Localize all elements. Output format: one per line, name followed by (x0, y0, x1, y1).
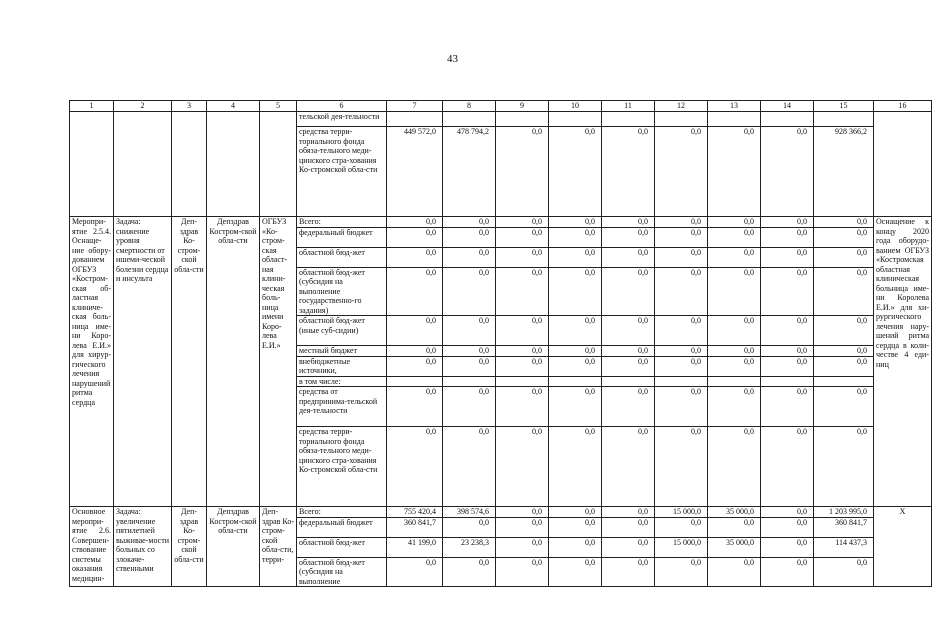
value-cell (602, 112, 655, 127)
column-header-5: 5 (260, 101, 297, 112)
column-header-8: 8 (443, 101, 496, 112)
page-number: 43 (447, 53, 458, 65)
value-cell: 0,0 (549, 427, 602, 507)
value-cell: 0,0 (602, 387, 655, 427)
value-cell: 0,0 (387, 267, 443, 316)
value-cell: 0,0 (602, 247, 655, 267)
value-cell: 0,0 (443, 247, 496, 267)
empty-cell-col2 (114, 112, 172, 217)
funding-source-label: средства терри-ториального фонда обяза-тельного меди-цинского стра-хования Ко-стромской обла-сти (297, 427, 387, 507)
table-row (70, 217, 932, 228)
value-cell: 0,0 (443, 346, 496, 357)
value-cell: 0,0 (549, 507, 602, 518)
value-cell: 928 366,2 (814, 127, 874, 217)
table-row (70, 507, 932, 518)
value-cell: 0,0 (814, 227, 874, 247)
value-cell: 0,0 (549, 356, 602, 376)
participant: ОГБУЗ «Ко-стром-ская област-ная клини-ческая боль-ница имени Коро-лева Е.И.» (260, 217, 297, 507)
coordinator: Деп-здрав Ко-стром-ской обла-сти (172, 217, 207, 507)
value-cell: 0,0 (443, 427, 496, 507)
value-cell: 0,0 (655, 517, 708, 537)
empty-cell-col1 (70, 112, 114, 217)
value-cell: 0,0 (387, 557, 443, 587)
value-cell: 0,0 (761, 507, 814, 518)
value-cell: 0,0 (443, 316, 496, 346)
funding-source-label: Всего: (297, 507, 387, 518)
value-cell: 0,0 (655, 217, 708, 228)
expected-result: Оснащение к концу 2020 года оборудо-ванием ОГБУЗ «Костромская областная клиническая больница име-ни Королева Е.И.» для хи-рургического лечения нару-шений ритма сердца в коли-честве 4 еди-ниц (874, 217, 932, 507)
funding-source-label: в том числе: (297, 376, 387, 387)
column-header-10: 10 (549, 101, 602, 112)
value-cell: 0,0 (496, 267, 549, 316)
value-cell: 0,0 (496, 356, 549, 376)
funding-source-label: федеральный бюджет (297, 227, 387, 247)
value-cell: 0,0 (602, 427, 655, 507)
value-cell: 0,0 (387, 227, 443, 247)
value-cell: 0,0 (443, 227, 496, 247)
value-cell: 114 437,3 (814, 537, 874, 557)
value-cell: 0,0 (708, 387, 761, 427)
value-cell (655, 112, 708, 127)
value-cell: 0,0 (496, 557, 549, 587)
value-cell: 0,0 (655, 387, 708, 427)
value-cell: 0,0 (708, 227, 761, 247)
value-cell: 360 841,7 (814, 517, 874, 537)
value-cell: 0,0 (814, 557, 874, 587)
value-cell: 0,0 (496, 227, 549, 247)
value-cell: 0,0 (602, 507, 655, 518)
value-cell: 0,0 (549, 247, 602, 267)
value-cell: 0,0 (549, 557, 602, 587)
value-cell: 0,0 (814, 346, 874, 357)
value-cell: 0,0 (708, 247, 761, 267)
value-cell: 0,0 (549, 346, 602, 357)
value-cell: 0,0 (496, 387, 549, 427)
value-cell: 0,0 (496, 217, 549, 228)
value-cell: 478 794,2 (443, 127, 496, 217)
column-header-2: 2 (114, 101, 172, 112)
value-cell: 0,0 (496, 427, 549, 507)
value-cell (655, 376, 708, 387)
value-cell: 0,0 (602, 517, 655, 537)
table-row (70, 101, 932, 112)
value-cell: 0,0 (602, 356, 655, 376)
funding-source-label: средства от предпринима-тельской дея-тельности (297, 387, 387, 427)
value-cell: 0,0 (708, 557, 761, 587)
value-cell: 23 238,3 (443, 537, 496, 557)
value-cell: 0,0 (549, 267, 602, 316)
column-header-15: 15 (814, 101, 874, 112)
value-cell: 0,0 (761, 267, 814, 316)
column-header-1: 1 (70, 101, 114, 112)
empty-cell-col16 (874, 112, 932, 217)
value-cell: 0,0 (761, 557, 814, 587)
value-cell: 0,0 (602, 557, 655, 587)
value-cell: 0,0 (814, 267, 874, 316)
value-cell: 0,0 (496, 507, 549, 518)
column-header-16: 16 (874, 101, 932, 112)
value-cell: 15 000,0 (655, 537, 708, 557)
task-description: Задача: увеличение пятилетней выживае-мости больных со злокаче-ственными (114, 507, 172, 587)
value-cell (496, 376, 549, 387)
value-cell (443, 376, 496, 387)
empty-cell-col3 (172, 112, 207, 217)
activity-name: Меропри-ятие 2.5.4. Оснаще-ние обору-дованием ОГБУЗ «Костром-ская об-ластная клиниче-ская боль-ница име-ни Коро-лева Е.И.» для хирур-гического лечения нарушений ритма сердца (70, 217, 114, 507)
value-cell: 15 000,0 (655, 507, 708, 518)
value-cell (443, 112, 496, 127)
value-cell: 0,0 (387, 346, 443, 357)
column-header-12: 12 (655, 101, 708, 112)
value-cell: 0,0 (655, 247, 708, 267)
responsible-executor: Депздрав Костром-ской обла-сти (207, 217, 260, 507)
value-cell: 398 574,6 (443, 507, 496, 518)
value-cell: 0,0 (602, 127, 655, 217)
value-cell: 0,0 (655, 127, 708, 217)
value-cell: 0,0 (549, 316, 602, 346)
value-cell (708, 376, 761, 387)
funding-source-label: средства терри-ториального фонда обяза-тельного меди-цинского стра-хования Ко-стромской обла-сти (297, 127, 387, 217)
value-cell: 0,0 (496, 127, 549, 217)
value-cell (549, 376, 602, 387)
funding-source-label: федеральный бюджет (297, 517, 387, 537)
value-cell: 0,0 (708, 427, 761, 507)
value-cell: 0,0 (761, 356, 814, 376)
value-cell: 0,0 (655, 346, 708, 357)
value-cell: 0,0 (387, 387, 443, 427)
funding-source-label: областной бюд-жет (субсидия на выполнение (297, 557, 387, 587)
value-cell: 0,0 (708, 267, 761, 316)
value-cell: 0,0 (387, 427, 443, 507)
value-cell: 0,0 (761, 537, 814, 557)
value-cell: 1 203 995,0 (814, 507, 874, 518)
task-description: Задача: снижение уровня смертности от ишеми-ческой болезни сердца и инсульта (114, 217, 172, 507)
value-cell: 0,0 (655, 427, 708, 507)
value-cell: 0,0 (761, 247, 814, 267)
value-cell: 0,0 (549, 387, 602, 427)
value-cell: 0,0 (443, 267, 496, 316)
value-cell: 0,0 (496, 346, 549, 357)
responsible-executor: Депздрав Костром-ской обла-сти (207, 507, 260, 587)
expected-result: Х (874, 507, 932, 587)
value-cell: 0,0 (708, 316, 761, 346)
value-cell (387, 112, 443, 127)
funding-source-label: Всего: (297, 217, 387, 228)
value-cell: 0,0 (549, 127, 602, 217)
activity-name: Основное меропри-ятие 2.6. Совершен-ствование системы оказания медицин- (70, 507, 114, 587)
value-cell: 0,0 (387, 217, 443, 228)
value-cell: 0,0 (443, 557, 496, 587)
value-cell: 0,0 (496, 537, 549, 557)
funding-source-label: внебюджетные источники, (297, 356, 387, 376)
participant: Деп-здрав Ко-стром-ской обла-сти, терри- (260, 507, 297, 587)
value-cell: 0,0 (761, 316, 814, 346)
value-cell: 0,0 (761, 217, 814, 228)
value-cell: 755 420,4 (387, 507, 443, 518)
value-cell: 0,0 (814, 217, 874, 228)
column-header-4: 4 (207, 101, 260, 112)
value-cell: 0,0 (761, 127, 814, 217)
value-cell: 0,0 (761, 346, 814, 357)
value-cell (761, 112, 814, 127)
value-cell: 0,0 (387, 316, 443, 346)
value-cell (602, 376, 655, 387)
value-cell: 0,0 (708, 127, 761, 217)
coordinator: Деп-здрав Ко-стром-ской обла-сти (172, 507, 207, 587)
funding-source-label: местный бюджет (297, 346, 387, 357)
value-cell: 0,0 (443, 217, 496, 228)
value-cell: 35 000,0 (708, 507, 761, 518)
value-cell: 41 199,0 (387, 537, 443, 557)
value-cell: 0,0 (602, 346, 655, 357)
empty-cell-col5 (260, 112, 297, 217)
value-cell: 0,0 (387, 247, 443, 267)
value-cell: 35 000,0 (708, 537, 761, 557)
value-cell: 0,0 (708, 346, 761, 357)
funding-source-label: тельской дея-тельности (297, 112, 387, 127)
value-cell: 0,0 (496, 247, 549, 267)
value-cell: 0,0 (602, 316, 655, 346)
value-cell (761, 376, 814, 387)
value-cell (708, 112, 761, 127)
column-header-3: 3 (172, 101, 207, 112)
value-cell: 0,0 (549, 217, 602, 228)
value-cell: 0,0 (443, 387, 496, 427)
value-cell: 449 572,0 (387, 127, 443, 217)
column-header-9: 9 (496, 101, 549, 112)
value-cell: 0,0 (387, 356, 443, 376)
value-cell: 0,0 (814, 356, 874, 376)
value-cell (549, 112, 602, 127)
value-cell (814, 376, 874, 387)
value-cell: 0,0 (761, 227, 814, 247)
funding-source-label: областной бюд-жет (иные суб-сидии) (297, 316, 387, 346)
empty-cell-col4 (207, 112, 260, 217)
value-cell: 0,0 (814, 316, 874, 346)
column-header-7: 7 (387, 101, 443, 112)
value-cell: 0,0 (655, 267, 708, 316)
value-cell: 0,0 (761, 387, 814, 427)
value-cell (496, 112, 549, 127)
value-cell: 0,0 (655, 356, 708, 376)
value-cell: 0,0 (708, 517, 761, 537)
funding-source-label: областной бюд-жет (297, 247, 387, 267)
column-header-11: 11 (602, 101, 655, 112)
value-cell: 0,0 (814, 387, 874, 427)
value-cell (814, 112, 874, 127)
column-header-14: 14 (761, 101, 814, 112)
value-cell: 360 841,7 (387, 517, 443, 537)
value-cell: 0,0 (655, 316, 708, 346)
column-header-13: 13 (708, 101, 761, 112)
column-header-6: 6 (297, 101, 387, 112)
value-cell: 0,0 (549, 537, 602, 557)
value-cell: 0,0 (443, 517, 496, 537)
value-cell: 0,0 (814, 247, 874, 267)
value-cell: 0,0 (496, 316, 549, 346)
value-cell: 0,0 (814, 427, 874, 507)
value-cell: 0,0 (655, 227, 708, 247)
value-cell: 0,0 (549, 227, 602, 247)
value-cell: 0,0 (761, 427, 814, 507)
value-cell: 0,0 (602, 537, 655, 557)
funding-source-label: областной бюд-жет (субсидия на выполнение государственно-го задания) (297, 267, 387, 316)
value-cell: 0,0 (602, 217, 655, 228)
funding-source-label: областной бюд-жет (297, 537, 387, 557)
value-cell: 0,0 (761, 517, 814, 537)
value-cell: 0,0 (708, 356, 761, 376)
table-row (70, 112, 932, 127)
value-cell (387, 376, 443, 387)
value-cell: 0,0 (496, 517, 549, 537)
value-cell: 0,0 (655, 557, 708, 587)
value-cell: 0,0 (443, 356, 496, 376)
budget-table (69, 100, 932, 587)
value-cell: 0,0 (549, 517, 602, 537)
value-cell: 0,0 (602, 227, 655, 247)
value-cell: 0,0 (708, 217, 761, 228)
value-cell: 0,0 (602, 267, 655, 316)
